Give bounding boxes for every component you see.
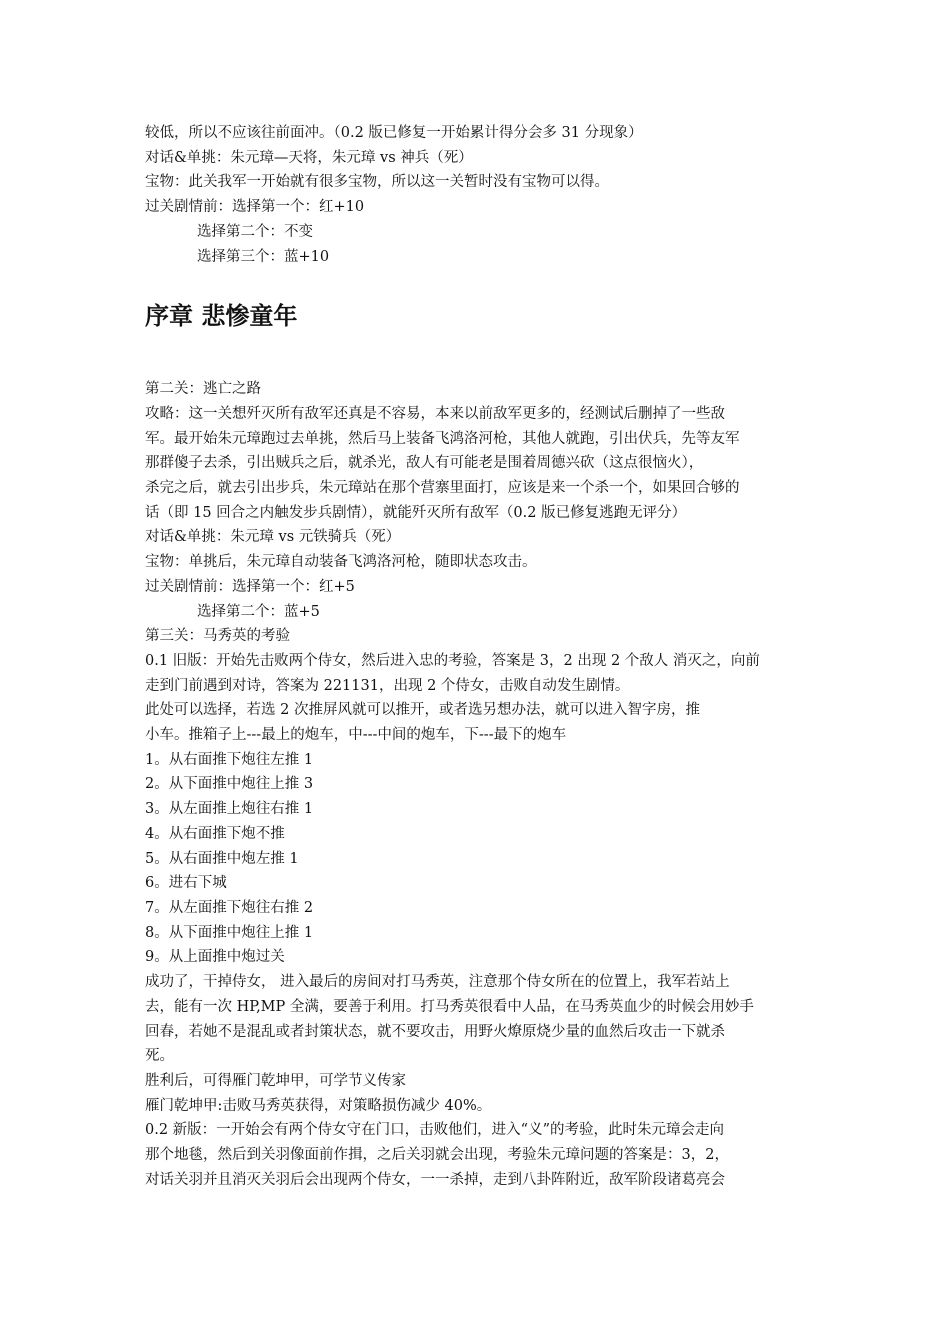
text-line: 走到门前遇到对诗，答案为 221131，出现 2 个侍女，击败自动发生剧情。 <box>145 677 630 694</box>
text-line: 去，能有一次 HP,MP 全满，要善于利用。打马秀英很看中人品，在马秀英血少的时候会用妙手 <box>145 998 754 1015</box>
text-line: 较低，所以不应该往前面冲。（0.2 版已修复一开始累计得分会多 31 分现象） <box>145 125 643 141</box>
text-line: 对话关羽并且消灭关羽后会出现两个侍女，一一杀掉，走到八卦阵附近，敌军阶段诸葛亮会 <box>145 1171 725 1188</box>
step-item: 4。从右面推下炮不推 <box>145 825 285 842</box>
step-item: 3。从左面推上炮往右推 1 <box>145 801 314 818</box>
step-item: 5。从右面推中炮左推 1 <box>145 850 299 867</box>
text-line: 小车。推箱子上---最上的炮车，中---中间的炮车，下---最下的炮车 <box>145 727 567 744</box>
text-line: 杀完之后，就去引出步兵，朱元璋站在那个营寨里面打，应该是来一个杀一个，如果回合够的 <box>145 480 740 497</box>
spacer <box>145 331 815 377</box>
text-line: 此处可以选择，若选 2 次推屏风就可以推开，或者选另想办法，就可以进入智字房，推 <box>145 702 700 719</box>
text-line: 那个地毯，然后到关羽像面前作揖，之后关羽就会出现，考验朱元璋问题的答案是：3，2， <box>145 1147 729 1164</box>
text-line: 对话&单挑：朱元璋 vs 元铁骑兵（死） <box>145 529 401 546</box>
text-line: 雁门乾坤甲:击败马秀英获得，对策略损伤减少 40%。 <box>145 1097 492 1114</box>
text-line: 攻略：这一关想歼灭所有敌军还真是不容易，本来以前敌军更多的，经测试后删掉了一些敌 <box>145 405 725 422</box>
text-line: 死。 <box>145 1048 174 1065</box>
text-line: 宝物：此关我军一开始就有很多宝物，所以这一关暂时没有宝物可以得。 <box>145 174 609 191</box>
text-line: 过关剧情前：选择第一个：红+5 <box>145 578 355 595</box>
text-line: 0.1 旧版：开始先击败两个侍女，然后进入忠的考验，答案是 3，2 出现 2 个敌人 消灭之，向前 <box>145 652 760 669</box>
text-line: 0.2 新版：一开始会有两个侍女守在门口，击败他们，进入“义”的考验，此时朱元璋会走向 <box>145 1122 724 1139</box>
text-line: 回春，若她不是混乱或者封策状态，就不要攻击，用野火燎原烧少量的血然后攻击一下就杀 <box>145 1023 725 1040</box>
text-line: 胜利后，可得雁门乾坤甲，可学节义传家 <box>145 1072 406 1089</box>
text-line: 选择第二个：不变 <box>197 223 313 240</box>
text-line: 对话&单挑：朱元璋—天将，朱元璋 vs 神兵（死） <box>145 149 473 166</box>
step-item: 9。从上面推中炮过关 <box>145 949 285 966</box>
chapter-heading: 序章 悲惨童年 <box>145 302 298 331</box>
text-line: 宝物：单挑后，朱元璋自动装备飞鸿洛河枪，随即状态攻击。 <box>145 554 537 571</box>
text-line: 选择第二个：蓝+5 <box>197 603 320 620</box>
text-line: 话（即 15 回合之内触发步兵剧情），就能歼灭所有敌军（0.2 版已修复逃跑无评分） <box>145 504 687 521</box>
level-title: 第二关：逃亡之路 <box>145 381 261 398</box>
text-line: 选择第三个：蓝+10 <box>197 248 330 265</box>
level-title: 第三关：马秀英的考验 <box>145 628 290 645</box>
text-line: 过关剧情前：选择第一个：红+10 <box>145 199 365 216</box>
document-page <box>145 121 815 1192</box>
step-item: 7。从左面推下炮往右推 2 <box>145 899 314 916</box>
step-item: 8。从下面推中炮往上推 1 <box>145 924 314 941</box>
step-item: 1。从右面推下炮往左推 1 <box>145 751 314 768</box>
text-line: 那群傻子去杀，引出贼兵之后，就杀光，敌人有可能老是围着周德兴砍（这点很恼火）， <box>145 455 704 472</box>
step-item: 2。从下面推中炮往上推 3 <box>145 776 314 793</box>
step-item: 6。进右下城 <box>145 875 227 892</box>
text-line: 军。最开始朱元璋跑过去单挑，然后马上装备飞鸿洛河枪，其他人就跑，引出伏兵，先等友军 <box>145 430 740 447</box>
text-line: 成功了，干掉侍女， 进入最后的房间对打马秀英，注意那个侍女所在的位置上，我军若站上 <box>145 974 730 991</box>
